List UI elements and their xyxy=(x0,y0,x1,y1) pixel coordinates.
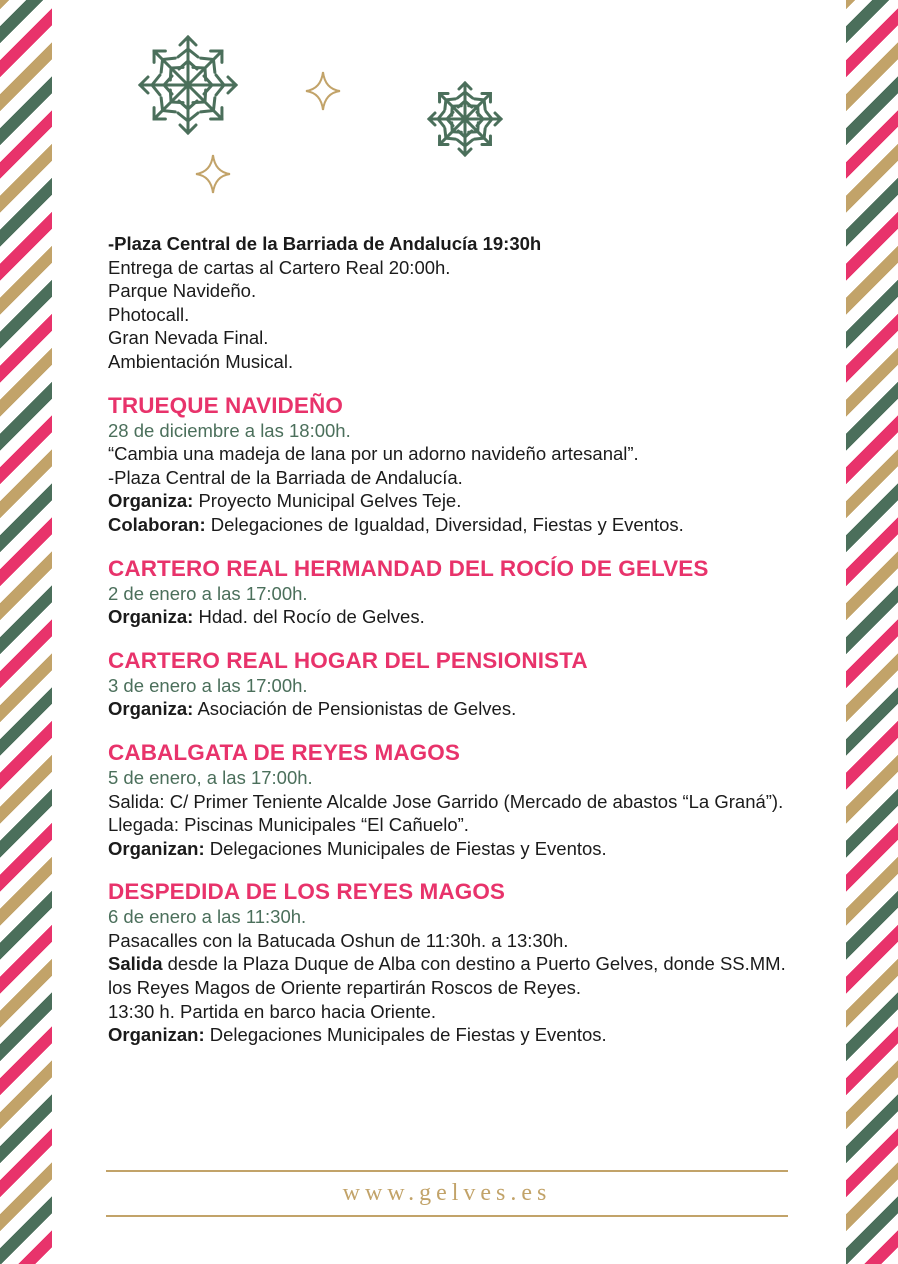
collaborator-line xyxy=(108,513,798,537)
event-date: 2 de enero a las 17:00h. xyxy=(108,582,308,604)
intro-line: Parque Navideño. xyxy=(108,280,257,302)
start-label: Salida xyxy=(108,953,163,975)
organizer-value: Proyecto Municipal Gelves Teje. xyxy=(193,490,462,512)
organizer-line xyxy=(108,837,798,861)
sparkle-icon xyxy=(304,70,342,112)
section-cartero-hogar xyxy=(108,648,798,721)
footer-divider-top xyxy=(106,1170,788,1172)
left-stripe-border xyxy=(0,0,52,1264)
organizer-label: Organizan: xyxy=(108,837,205,859)
footer-divider-bottom xyxy=(106,1215,788,1217)
event-location: -Plaza Central de la Barriada de Andalucía. xyxy=(108,466,463,488)
section-cabalgata xyxy=(108,740,798,860)
intro-title: -Plaza Central de la Barriada de Andalucía 19:30h xyxy=(108,233,542,254)
intro-line: Gran Nevada Final. xyxy=(108,327,269,349)
organizer-value: Delegaciones Municipales de Fiestas y Eventos. xyxy=(204,837,607,859)
right-stripe-border xyxy=(846,0,898,1264)
section-heading: CARTERO REAL HERMANDAD DEL ROCÍO DE GELVES xyxy=(108,555,709,581)
organizer-line xyxy=(108,1023,798,1047)
collaborator-label: Colaboran: xyxy=(108,513,206,535)
intro-line: Ambientación Musical. xyxy=(108,350,294,372)
start-value: desde la Plaza Duque de Alba con destino a Puerto Gelves, donde SS.MM. los Reyes Magos de Oriente repartirán Roscos de Reyes. xyxy=(108,953,786,999)
section-despedida xyxy=(108,879,798,1047)
event-start: Salida: C/ Primer Teniente Alcalde Jose Garrido (Mercado de abastos “La Graná”). xyxy=(108,790,784,812)
section-heading: TRUEQUE NAVIDEÑO xyxy=(108,392,343,418)
event-description: “Cambia una madeja de lana por un adorno navideño artesanal”. xyxy=(108,443,639,465)
organizer-value: Delegaciones Municipales de Fiestas y Eventos. xyxy=(204,1024,607,1046)
event-start xyxy=(108,952,798,999)
snowflake-icon xyxy=(136,33,240,137)
event-date: 3 de enero a las 17:00h. xyxy=(108,674,308,696)
event-content xyxy=(108,228,798,1047)
snowflake-icon xyxy=(426,80,504,158)
organizer-value: Hdad. del Rocío de Gelves. xyxy=(193,606,425,628)
intro-line: Photocall. xyxy=(108,303,190,325)
event-date: 28 de diciembre a las 18:00h. xyxy=(108,419,351,441)
organizer-value: Asociación de Pensionistas de Gelves. xyxy=(193,698,517,720)
event-date: 5 de enero, a las 17:00h. xyxy=(108,766,313,788)
organizer-label: Organiza: xyxy=(108,490,194,512)
organizer-line xyxy=(108,697,798,721)
organizer-label: Organiza: xyxy=(108,606,194,628)
intro-block xyxy=(108,232,798,374)
organizer-label: Organiza: xyxy=(108,698,194,720)
sparkle-icon xyxy=(194,153,232,195)
event-description: Pasacalles con la Batucada Oshun de 11:30h. a 13:30h. xyxy=(108,929,569,951)
section-heading: CABALGATA DE REYES MAGOS xyxy=(108,739,460,765)
organizer-label: Organizan: xyxy=(108,1024,205,1046)
intro-line: Entrega de cartas al Cartero Real 20:00h. xyxy=(108,256,451,278)
event-departure: 13:30 h. Partida en barco hacia Oriente. xyxy=(108,1000,437,1022)
event-end: Llegada: Piscinas Municipales “El Cañuelo”. xyxy=(108,814,469,836)
section-heading: CARTERO REAL HOGAR DEL PENSIONISTA xyxy=(108,647,588,673)
website-link[interactable]: www.gelves.es xyxy=(342,1180,552,1206)
section-trueque xyxy=(108,393,798,537)
event-date: 6 de enero a las 11:30h. xyxy=(108,906,307,928)
organizer-line xyxy=(108,489,798,513)
collaborator-value: Delegaciones de Igualdad, Diversidad, Fiestas y Eventos. xyxy=(205,513,684,535)
section-heading: DESPEDIDA DE LOS REYES MAGOS xyxy=(108,879,506,905)
organizer-line xyxy=(108,605,798,629)
section-cartero-rocio xyxy=(108,556,798,629)
